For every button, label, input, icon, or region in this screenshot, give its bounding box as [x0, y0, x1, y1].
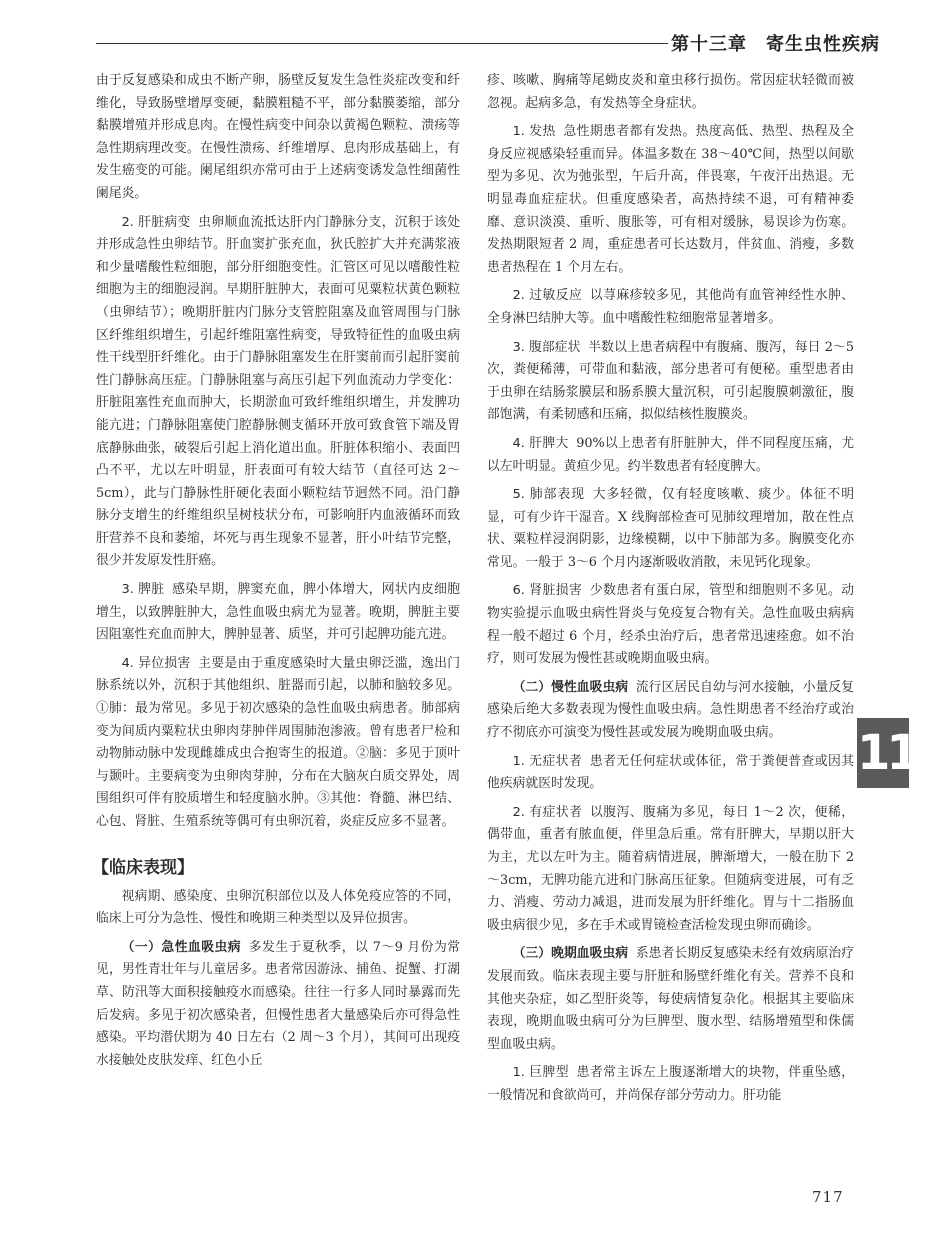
- subheading: 3. 脾脏: [121, 582, 165, 598]
- paragraph-text: 大多轻微，仅有轻度咳嗽、痰少。体征不明显，可有少许干湿音。X 线胸部检查可见肺纹理增加，散在性点状、粟粒样浸润阴影，边缘模糊，以中下肺部为多。胸膜变化亦常见。一般于 3～6 个月内逐渐吸收消散，未见钙化现象。: [487, 487, 855, 570]
- subheading: 2. 过敏反应: [512, 288, 583, 304]
- paragraph-text: 感染早期，脾窦充血，脾小体增大，网状内皮细胞增生，以致脾脏肿大，急性血吸虫病尤为显著。晚期，脾脏主要因阻塞性充血而肿大，脾肿显著、质坚，并可引起脾功能亢进。: [96, 582, 461, 643]
- chapter-tab: 11: [857, 718, 909, 788]
- subheading: 2. 有症状者: [512, 804, 583, 820]
- subheading: （三）晚期血吸虫病: [512, 946, 629, 962]
- paragraph: [487, 285, 854, 330]
- subheading: 1. 无症状者: [512, 753, 583, 769]
- paragraph: [487, 433, 854, 478]
- paragraph-text: 90%以上患者有肝脏肿大，伴不同程度压痛，尤以左叶明显。黄疸少见。约半数患者有轻度脾大。: [487, 435, 854, 474]
- paragraph: [487, 943, 854, 1056]
- section-title: 【临床表现】: [92, 857, 194, 878]
- subheading: 1. 巨脾型: [512, 1065, 569, 1081]
- paragraph-text: 急性期患者都有发热。热度高低、热型、热程及全身反应视感染轻重而异。体温多数在 38～40℃间，热型以间歇型为多见、次为弛张型，午后升高，伴畏寒，午夜汗出热退。无明显毒血症症状。但重度感染者，高热持续不退，可有精神委靡、意识淡漠、重听、腹胀等，可有相对缓脉，易误诊为伤寒。发热期限短者 2 周，重症患者可长达数月，伴贫血、消瘦，多数患者热程在 1 个月左右。: [487, 124, 855, 275]
- paragraph-text: 少数患者有蛋白尿，管型和细胞则不多见。动物实验提示血吸虫病性肾炎与免疫复合物有关。急性血吸虫病病程一般不超过 6 个月，经杀虫治疗后，患者常迅速痊愈。如不治疗，则可发展为慢性甚或晚期血吸虫病。: [487, 583, 855, 667]
- paragraph: [96, 653, 460, 834]
- paragraph: [96, 579, 460, 647]
- subheading: （二）慢性血吸虫病: [512, 679, 629, 695]
- paragraph-text: 以腹泻、腹痛为多见，每日 1～2 次，便稀，偶带血，重者有脓血便，伴里急后重。常有肝脾大，早期以肝大为主，尤以左叶为主。随着病情进展，脾渐增大，一般在肋下 2～3cm，无脾功能亢进和门脉高压征象。但随病变进展，可有乏力、消瘦、劳动力减退，进而发展为肝纤维化。胃与十二指肠血吸虫病很少见，多在手术或胃镜检查活检发现虫卵而确诊。: [487, 804, 854, 933]
- paragraph: [487, 337, 854, 427]
- subheading: 2. 肝脏病变: [121, 214, 191, 230]
- paragraph: [487, 121, 854, 279]
- paragraph: [487, 802, 854, 938]
- paragraph: [96, 212, 460, 574]
- subheading: 1. 发热: [512, 124, 556, 140]
- subheading: 4. 异位损害: [121, 655, 191, 671]
- paragraph-text: 患者无任何症状或体征，常于粪便普查或因其他疾病就医时发现。: [487, 753, 855, 792]
- paragraph: 疹、咳嗽、胸痛等尾蚴皮炎和童虫移行损伤。常因症状轻微而被忽视。起病多急，有发热等全身症状。: [487, 73, 854, 111]
- paragraph-text: 多发生于夏秋季，以 7～9 月份为常见，男性青壮年与儿童居多。患者常因游泳、捕鱼、捉蟹、打湖草、防汛等大面积接触疫水而感染。往往一行多人同时暴露而先后发病。多见于初次感染者，但慢性患者大量感染后亦可得急性感染。平均潜伏期为 40 日左右（2 周～3 个月），其间可出现疫水接触处皮肤发痒、红色小丘: [96, 939, 461, 1068]
- paragraph-text: 以荨麻疹较多见，其他尚有血管神经性水肿、全身淋巴结肿大等。血中嗜酸性粒细胞常显著增多。: [487, 288, 855, 326]
- chapter-title: 第十三章 寄生虫性疾病: [671, 34, 880, 55]
- paragraph-text: 患者常主诉左上腹逐渐增大的块物，伴重坠感，一般情况和食欲尚可，并尚保存部分劳动力。肝功能: [487, 1065, 854, 1103]
- subheading: 3. 腹部症状: [512, 339, 581, 355]
- paragraph: 由于反复感染和成虫不断产卵，肠壁反复发生急性炎症改变和纤维化，导致肠壁增厚变硬，黏膜粗糙不平，部分黏膜萎缩，部分黏膜增殖并形成息肉。在慢性病变中间杂以黄褐色颗粒、溃疡等急性期病理改变。在慢性溃疡、纤维增厚、息肉形成基础上，有发生癌变的可能。阑尾组织亦常可由于上述病变诱发急性细菌性阑尾炎。: [96, 73, 460, 201]
- paragraph-text: 主要是由于重度感染时大量虫卵泛滥，逸出门脉系统以外，沉积于其他组织、脏器而引起，以肺和脑较多见。①肺：最为常见。多见于初次感染的急性血吸虫病患者。肺部病变为间质内粟粒状虫卵肉芽肿伴周围肺泡渗液。曾有患者尸检和动物肺动脉中发现雌雄成虫合抱寄生的报道。②脑：多见于顶叶与颞叶。主要病变为虫卵肉芽肿，分布在大脑灰白质交界处，周围组织可伴有胶质增生和轻度脑水肿。③其他：脊髓、淋巴结、心包、肾脏、生殖系统等偶可有虫卵沉着，炎症反应多不显著。: [96, 655, 461, 829]
- paragraph: [487, 580, 854, 670]
- running-header: [96, 30, 880, 62]
- paragraph-text: 虫卵顺血流抵达肝内门静脉分支，沉积于该处并形成急性虫卵结节。肝血窦扩张充血，狄氏腔扩大并充满浆液和少量嗜酸性粒细胞，部分肝细胞变性。汇管区可见以嗜酸性粒细胞为主的细胞浸润。早期肝脏肿大，表面可见粟粒状黄色颗粒（虫卵结节）；晚期肝脏内门脉分支管腔阻塞及血管周围与门脉区纤维组织增生，引起纤维阻塞性病变，导致特征性的血吸虫病性干线型肝纤维化。由于门静脉阻塞发生在肝窦前而引起肝窦前性门静脉高压症。门静脉阻塞与高压引起下列血流动力学变化：肝脏阻塞性充血而肿大，长期淤血可致纤维组织增生，并发脾功能亢进；门静脉阻塞使门腔静脉侧支循环开放可致食管下端及胃底静脉曲张，破裂后引起上消化道出血。肝脏体积缩小、表面凹凸不平，尤以左叶明显，肝表面可有较大结节（直径可达 2～5cm），此与门静脉性肝硬化表面小颗粒结节迥然不同。沿门静脉分支增生的纤维组织呈树枝状分布，可影响肝内血液循环而致肝营养不良和萎缩，坏死与再生现象不显著，肝小叶结节完整，很少并发原发性肝癌。: [96, 214, 461, 569]
- paragraph-text: 系患者长期反复感染未经有效病原治疗发展而致。临床表现主要与肝脏和肠壁纤维化有关。营养不良和其他夹杂症，如乙型肝炎等，每使病情复杂化。根据其主要临床表现，晚期血吸虫病可分为巨脾型、腹水型、结肠增殖型和侏儒型血吸虫病。: [487, 946, 855, 1052]
- paragraph: [487, 1062, 854, 1107]
- right-column: [487, 70, 854, 1114]
- paragraph: [487, 484, 854, 574]
- left-column: [92, 70, 461, 1078]
- paragraph: 视病期、感染度、虫卵沉积部位以及人体免疫应答的不同，临床上可分为急性、慢性和晚期三种类型以及异位损害。: [96, 888, 460, 927]
- paragraph-text: 半数以上患者病程中有腹痛、腹泻，每日 2～5 次，粪便稀薄，可带血和黏液，部分患者可有便秘。重型患者由于虫卵在结肠浆膜层和肠系膜大量沉积，可引起腹膜刺激征，腹部饱满，有柔韧感和压痛，拟似结核性腹膜炎。: [487, 339, 854, 423]
- subheading: 4. 肝脾大: [512, 435, 569, 451]
- paragraph: [96, 937, 460, 1073]
- paragraph: [487, 677, 854, 745]
- paragraph-text: 流行区居民自幼与河水接触，小量反复感染后绝大多数表现为慢性血吸虫病。急性期患者不经治疗或治疗不彻底亦可演变为慢性甚或发展为晚期血吸虫病。: [487, 679, 855, 741]
- header-rule: [96, 43, 668, 44]
- subheading: （一）急性血吸虫病: [121, 939, 242, 955]
- subheading: 5. 肺部表现: [512, 487, 586, 503]
- page-number: 717: [812, 1188, 844, 1206]
- subheading: 6. 肾脏损害: [512, 583, 583, 599]
- paragraph: [487, 751, 854, 796]
